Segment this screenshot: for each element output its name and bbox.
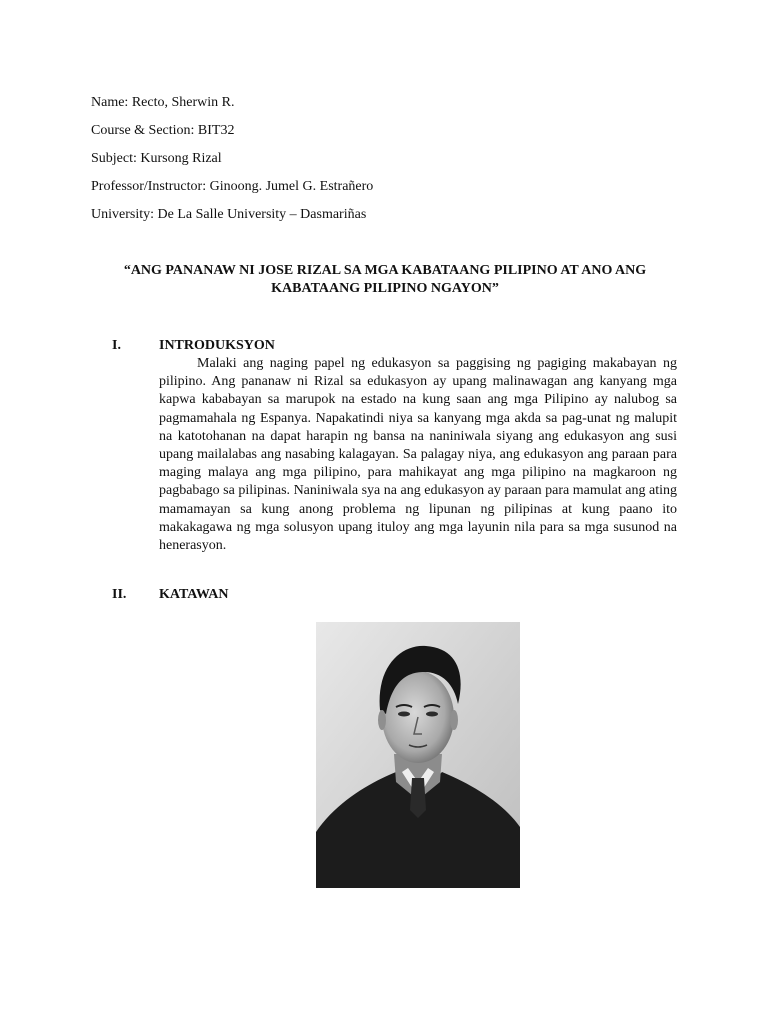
- course-section: Course & Section: BIT32: [91, 123, 235, 138]
- portrait-photo: [316, 622, 520, 888]
- document-title: “ANG PANANAW NI JOSE RIZAL SA MGA KABATAANG PILIPINO AT ANO ANG KABATAANG PILIPINO NGAYON”: [123, 263, 647, 296]
- section-1-number: I.: [112, 338, 121, 353]
- professor: Professor/Instructor: Ginoong. Jumel G. Estrañero: [91, 179, 374, 194]
- subject: Subject: Kursong Rizal: [91, 151, 222, 166]
- university: University: De La Salle University – Dasmariñas: [91, 207, 367, 222]
- section-2-heading: KATAWAN: [159, 587, 229, 602]
- jose-rizal-portrait: [316, 622, 520, 888]
- introduction-paragraph: Malaki ang naging papel ng edukasyon sa paggising ng pagiging makabayan ng pilipino. Ang pananaw ni Rizal sa edukasyon ay upang malinawagan ang kanyang mga kapwa kababayan sa marupok na estado na kung saan ang mga Pilipino ay nalubog sa pagmamahala ng Espanya. Napakatindi niya sa kanyang mga akda sa pag-unat ng malupit na katotohanan na dapat harapin ng bansa na naniniwala siyang ang edukasyon ang susi upang mailalabas ang nasabing kalagayan. Sa palagay niya, ang edukasyon ang paraan para maging malaya ang mga pilipino, para mahikayat ang mga pilipino na magkaroon ng pagbabago sa pilipinas. Naniniwala sya na ang edukasyon ay paraan para mamulat ang ating mamamayan sa kung anong problema ng lipunan ng pilipinas at kung paano ito makakagawa ng mga solusyon upang ituloy ang mga layunin nila para sa mga susunod na henerasyon.: [159, 356, 677, 554]
- student-name: Name: Recto, Sherwin R.: [91, 95, 235, 110]
- section-1-heading: INTRODUKSYON: [159, 338, 275, 353]
- section-2-number: II.: [112, 587, 127, 602]
